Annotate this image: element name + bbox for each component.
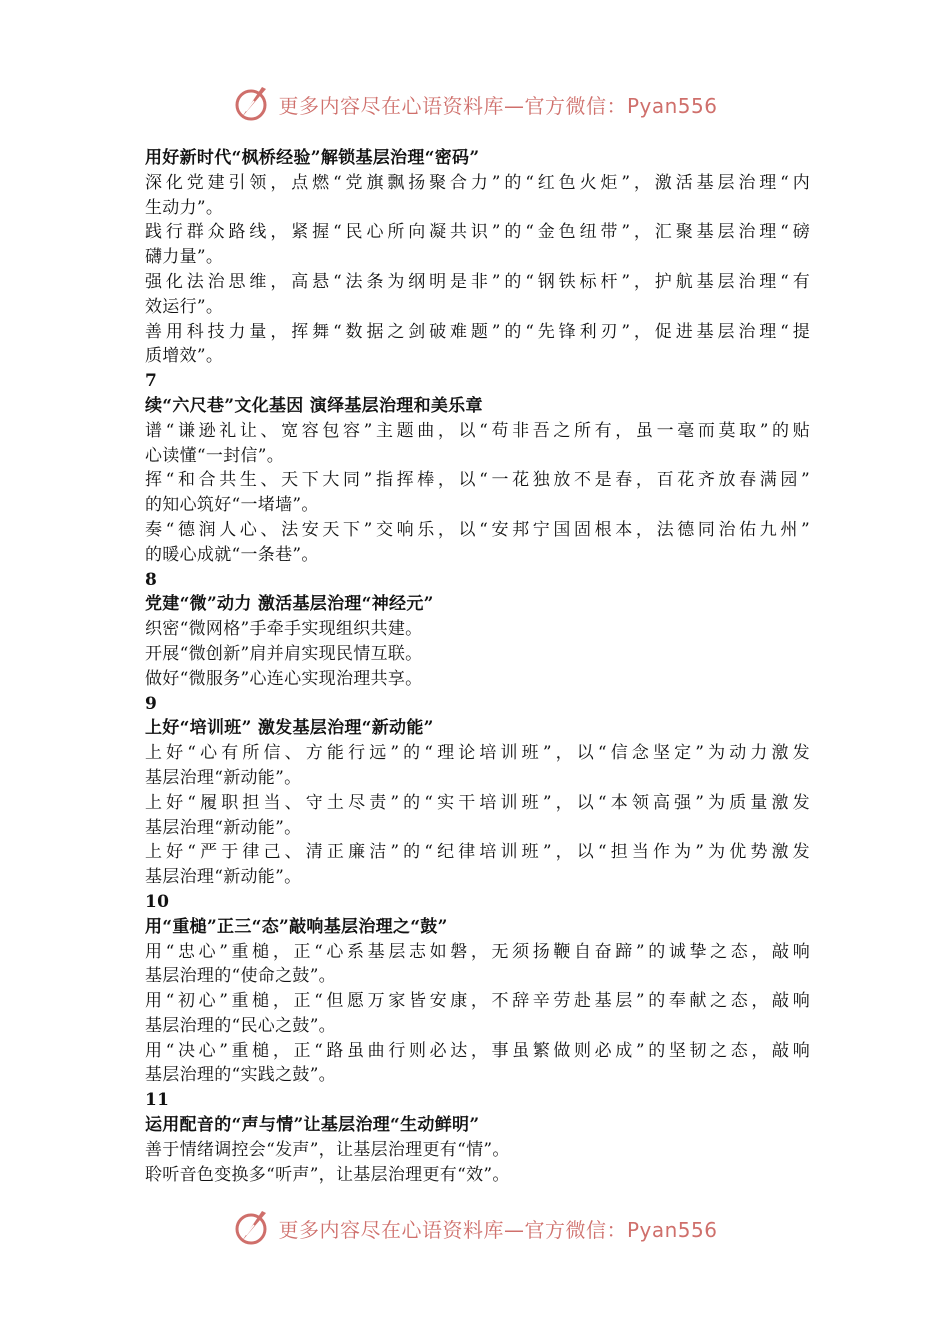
paragraph-line: 基层治理的“民心之鼓”。 xyxy=(145,1015,336,1036)
quill-logo-icon xyxy=(232,1207,274,1249)
paragraph-line: 的知心筑好“一堵墙”。 xyxy=(145,495,319,516)
watermark-text: 更多内容尽在心语资料库—官方微信：Pyan556 xyxy=(278,1217,718,1242)
paragraph-line: 上好“履职担当、守土尽责”的“实干培训班”，以“本领高强”为质量激发 xyxy=(145,792,810,813)
section-number: 11 xyxy=(145,1090,170,1111)
paragraph-line: 上好“心有所信、方能行远”的“理论培训班”，以“信念坚定”为动力激发 xyxy=(145,743,810,764)
paragraph-line: 的暖心成就“一条巷”。 xyxy=(145,544,319,565)
paragraph-line: 强化法治思维，高悬“法条为纲明是非”的“钢铁标杆”，护航基层治理“有 xyxy=(145,271,810,292)
paragraph-line: 基层治理的“使命之鼓”。 xyxy=(145,966,336,987)
paragraph-line: 心读懂“一封信”。 xyxy=(145,445,285,466)
paragraph-line: 用“初心”重槌，正“但愿万家皆安康，不辞辛劳赴基层”的奉献之态，敲响 xyxy=(145,991,810,1012)
paragraph-line: 基层治理的“实践之鼓”。 xyxy=(145,1065,336,1086)
paragraph-line: 基层治理“新动能”。 xyxy=(145,767,302,788)
paragraph-line: 谱“谦逊礼让、宽容包容”主题曲，以“苟非吾之所有，虽一毫而莫取”的贴 xyxy=(145,420,810,441)
quill-logo-icon xyxy=(232,83,274,125)
paragraph-line: 织密“微网格”手牵手实现组织共建。 xyxy=(145,619,423,640)
paragraph-line: 奏“德润人心、法安天下”交响乐，以“安邦宁国固根本，法德同治佑九州” xyxy=(145,519,810,540)
section-number: 7 xyxy=(145,371,158,392)
document-body xyxy=(145,146,810,1187)
paragraph-line: 挥“和合共生、天下大同”指挥棒，以“一花独放不是春，百花齐放春满园” xyxy=(145,470,810,491)
section-heading: 用“重槌”正三“态”敲响基层治理之“鼓” xyxy=(145,916,448,937)
section-number: 10 xyxy=(145,891,170,912)
paragraph-line: 善于情绪调控会“发声”，让基层治理更有“情”。 xyxy=(145,1139,510,1160)
paragraph-line: 深化党建引领，点燃“党旗飘扬聚合力”的“红色火炬”，激活基层治理“内 xyxy=(145,172,810,193)
section-heading: 续“六尺巷”文化基因 演绎基层治理和美乐章 xyxy=(145,395,483,416)
paragraph-line: 礴力量”。 xyxy=(145,247,224,268)
section-heading: 上好“培训班” 激发基层治理“新动能” xyxy=(145,718,434,739)
section-heading: 运用配音的“声与情”让基层治理“生动鲜明” xyxy=(145,1115,480,1136)
paragraph-line: 践行群众路线，紧握“民心所向凝共识”的“金色纽带”，汇聚基层治理“磅 xyxy=(145,222,810,243)
paragraph-line: 质增效”。 xyxy=(145,346,224,367)
section-heading: 用好新时代“枫桥经验”解锁基层治理“密码” xyxy=(145,148,480,168)
watermark-banner-bottom xyxy=(0,1206,950,1250)
watermark-banner-top xyxy=(0,82,950,126)
paragraph-line: 开展“微创新”肩并肩实现民情互联。 xyxy=(145,643,423,664)
paragraph-line: 效运行”。 xyxy=(145,296,224,317)
section-number: 9 xyxy=(145,693,158,714)
paragraph-line: 用“决心”重槌，正“路虽曲行则必达，事虽繁做则必成”的坚韧之态，敲响 xyxy=(145,1040,810,1061)
watermark-text: 更多内容尽在心语资料库—官方微信：Pyan556 xyxy=(278,93,718,118)
section-heading: 党建“微”动力 激活基层治理“神经元” xyxy=(145,594,434,615)
paragraph-line: 聆听音色变换多“听声”，让基层治理更有“效”。 xyxy=(145,1164,510,1185)
paragraph-line: 上好“严于律己、清正廉洁”的“纪律培训班”，以“担当作为”为优势激发 xyxy=(145,842,810,863)
paragraph-line: 基层治理“新动能”。 xyxy=(145,817,302,838)
paragraph-line: 善用科技力量，挥舞“数据之剑破难题”的“先锋利刃”，促进基层治理“提 xyxy=(145,321,810,342)
paragraph-line: 基层治理“新动能”。 xyxy=(145,867,302,888)
section-number: 8 xyxy=(145,569,158,590)
paragraph-line: 用“忠心”重槌，正“心系基层志如磐，无须扬鞭自奋蹄”的诚挚之态，敲响 xyxy=(145,941,810,962)
paragraph-line: 做好“微服务”心连心实现治理共享。 xyxy=(145,668,423,689)
paragraph-line: 生动力”。 xyxy=(145,197,224,218)
